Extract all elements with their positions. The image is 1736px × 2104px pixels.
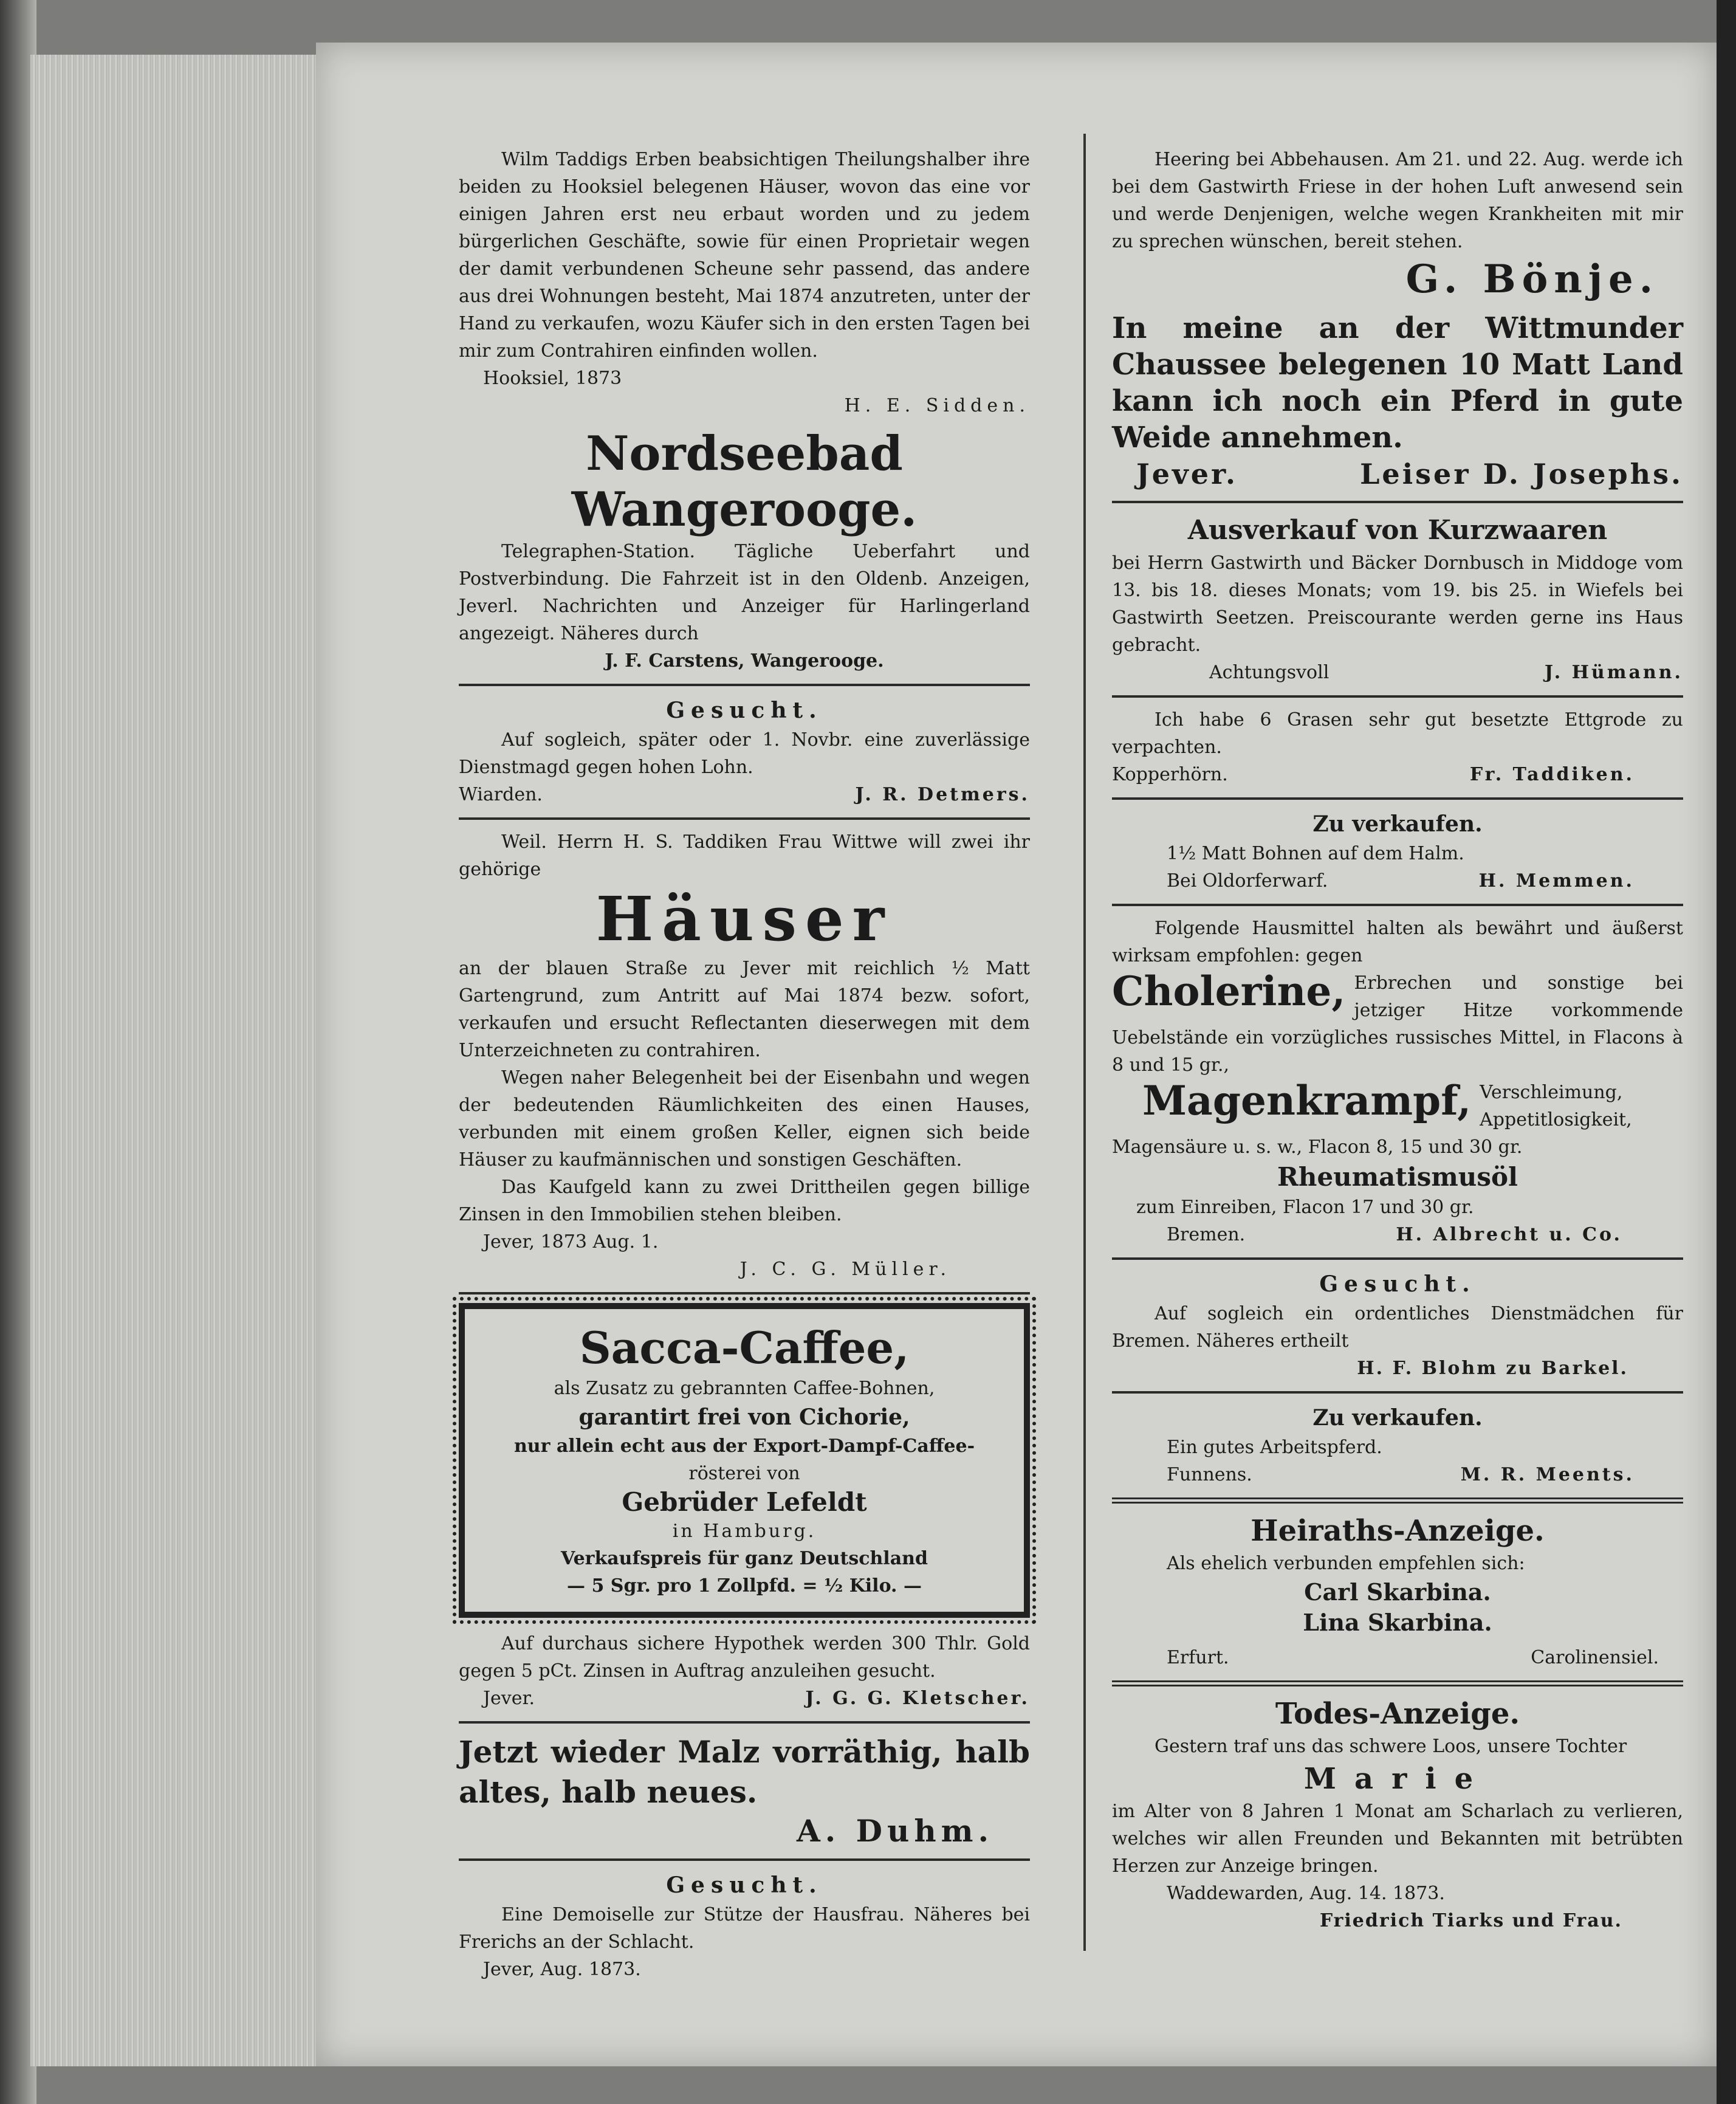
right-shadow [1717, 0, 1736, 2104]
ad-text: In meine an der Wittmunder Chaussee belegenen 10 Matt Land kann ich noch ein Pferd in gute Weide annehmen. [1112, 311, 1683, 455]
ad-place: Achtungsvoll [1209, 662, 1329, 683]
ad-signature: J. F. Carstens, Wangerooge. [605, 650, 884, 672]
ad-place: Jever. [483, 1688, 535, 1709]
ad-title: Sacca-Caffee, [579, 1322, 910, 1373]
ad-signature: Friedrich Tiarks und Frau. [1319, 1910, 1622, 1931]
ad-signature: J. C. G. Müller. [739, 1259, 951, 1280]
separator [1112, 904, 1683, 906]
ad-title: Todes-Anzeige. [1275, 1697, 1520, 1731]
ad-verkaufen-1 [1112, 808, 1683, 895]
right-column [1112, 146, 1683, 1941]
ad-place: Wiarden. [459, 784, 543, 805]
ad-intro: Gestern traf uns das schwere Loos, unsere Tochter [1154, 1736, 1627, 1757]
ad-line: Gebrüder Lefeldt [622, 1487, 867, 1517]
separator [459, 817, 1030, 820]
ad-kurzwaaren [1112, 512, 1683, 687]
ad-signature: J. R. Detmers. [855, 784, 1030, 805]
ad-text: Wegen naher Belegenheit bei der Eisenbahn und wegen der bedeutenden Räumlichkeiten des einen Hauses, verbunden mit einem großen Keller, eignen sich beide Häuser zu kaufmännischen und sonstigen Geschäften. [459, 1067, 1030, 1171]
ad-text: zum Einreiben, Flacon 17 und 30 gr. [1136, 1197, 1474, 1218]
ad-signature: G. Bönje. [1405, 256, 1659, 302]
ad-text: Telegraphen-Station. Tägliche Ueberfahrt und Postverbindung. Die Fahrzeit ist in den Oldenb. Anzeigen, Jeverl. Nachrichten und Anzeiger für Harlingerland angezeigt. Näheres durch [459, 541, 1030, 644]
ad-footer [1112, 867, 1683, 895]
ad-text: Ich habe 6 Grasen sehr gut besetzte Ettgrode zu verpachten. [1112, 709, 1683, 758]
separator [1112, 695, 1683, 698]
ad-title: Zu verkaufen. [1312, 1405, 1483, 1431]
ad-footer [1112, 1221, 1683, 1249]
ad-line: nur allein echt aus der Export-Dampf-Caffee- [513, 1435, 975, 1457]
ad-place: Bei Oldorferwarf. [1167, 870, 1328, 892]
ad-place: Jever, Aug. 1873. [483, 1959, 641, 1980]
ad-name: Carl Skarbina. [1304, 1578, 1491, 1606]
ad-text: Ein gutes Arbeitspferd. [1167, 1437, 1382, 1458]
ad-gesucht-2 [459, 1869, 1030, 1983]
ad-footer [1112, 1461, 1683, 1489]
ad-place: Funnens. [1167, 1464, 1252, 1485]
ad-text: 1½ Matt Bohnen auf dem Halm. [1167, 843, 1464, 864]
ad-signature: J. Hümann. [1544, 662, 1683, 683]
ad-heirath [1112, 1512, 1683, 1672]
ad-place: Erfurt. [1167, 1647, 1229, 1668]
ad-title: Gesucht. [1319, 1271, 1476, 1297]
separator [459, 684, 1030, 686]
ad-signature: Fr. Taddiken. [1469, 764, 1635, 785]
ad-product: Rheumatismusöl [1277, 1162, 1518, 1192]
separator [1112, 1497, 1683, 1504]
ad-place: Jever. [1136, 458, 1238, 490]
ad-footer [459, 1685, 1030, 1713]
ad-name: Lina Skarbina. [1303, 1609, 1492, 1636]
ad-text: Heering bei Abbehausen. Am 21. und 22. Aug. werde ich bei dem Gastwirth Friese in der hohen Luft anwesend sein und werde Denjenigen, welche wegen Krankheiten mit mir zu sprechen wünschen, bereit stehen. [1112, 149, 1683, 252]
separator [1112, 1391, 1683, 1394]
ad-title: Ausverkauf von Kurzwaaren [1187, 515, 1608, 546]
separator [459, 1858, 1030, 1861]
ad-place: Hooksiel, 1873 [483, 368, 622, 389]
ad-title: Gesucht. [666, 1872, 823, 1898]
ad-product: Magenkrampf, [1142, 1077, 1472, 1124]
ad-text: im Alter von 8 Jahren 1 Monat am Scharlach zu verlieren, welches wir allen Freunden und Bekannten mit betrübten Herzen zur Anzeige bringen. [1112, 1801, 1683, 1877]
ad-signature: H. Memmen. [1478, 870, 1635, 892]
ad-footer [1112, 1644, 1683, 1672]
ad-signature: A. Duhm. [797, 1813, 993, 1849]
ad-text: Verschleimung, Appetitlosigkeit, Magensäure u. s. w., Flacon 8, 15 und 30 gr. [1112, 1082, 1632, 1158]
separator [1112, 797, 1683, 800]
ad-text: Auf durchaus sichere Hypothek werden 300 Thlr. Gold gegen 5 pCt. Zinsen in Auftrag anzuleihen gesucht. [459, 1633, 1030, 1682]
ad-wangerooge [459, 426, 1030, 675]
ad-text: Jetzt wieder Malz vorräthig, halb altes, halb neues. [459, 1734, 1030, 1810]
ad-gesucht-1 [459, 695, 1030, 809]
ad-sacca-caffee [459, 1303, 1030, 1618]
ad-text: Erbrechen und sonstige bei jetziger Hitze vorkommende Uebelstände ein vorzügliches russisches Mittel, in Flacons à 8 und 15 gr., [1112, 972, 1683, 1076]
ad-signature: H. E. Sidden. [844, 395, 1030, 416]
ad-intro: Weil. Herrn H. S. Taddiken Frau Wittwe will zwei ihr gehörige [459, 831, 1030, 880]
ad-title: Häuser [595, 883, 893, 955]
ad-malz [459, 1732, 1030, 1850]
ad-intro: Als ehelich verbunden empfehlen sich: [1167, 1553, 1525, 1574]
ad-text: an der blauen Straße zu Jever mit reichlich ½ Matt Gartengrund, zum Antritt auf Mai 1874 bezw. sofort, verkaufen und ersucht Reflectanten dieserwegen mit dem Unterzeichneten zu contrahiren. [459, 958, 1030, 1061]
ad-taddigs [459, 146, 1030, 420]
ad-heering [1112, 146, 1683, 304]
ad-text: Auf sogleich, später oder 1. Novbr. eine zuverlässige Dienstmagd gegen hohen Lohn. [459, 729, 1030, 778]
ad-title: Nordseebad Wangerooge. [571, 426, 918, 537]
ad-place: Kopperhörn. [1112, 764, 1228, 785]
ad-text: Das Kaufgeld kann zu zwei Drittheilen gegen billige Zinsen in den Immobilien stehen bleiben. [459, 1177, 1030, 1225]
ad-footer [459, 781, 1030, 809]
separator [459, 1292, 1030, 1294]
ad-grasen [1112, 706, 1683, 789]
ad-title: Heiraths-Anzeige. [1251, 1514, 1545, 1548]
ad-product: Cholerine, [1112, 968, 1346, 1015]
ad-signature: H. F. Blohm zu Barkel. [1357, 1358, 1628, 1379]
ad-signature: Leiser D. Josephs. [1360, 458, 1683, 490]
separator [1112, 501, 1683, 503]
ad-line: in Hamburg. [672, 1521, 817, 1542]
ad-text: Auf sogleich ein ordentliches Dienstmädchen für Bremen. Näheres ertheilt [1112, 1303, 1683, 1352]
ad-gesucht-3 [1112, 1268, 1683, 1383]
ad-line: als Zusatz zu gebrannten Caffee-Bohnen, [554, 1378, 935, 1399]
ad-line: — 5 Sgr. pro 1 Zollpfd. = ½ Kilo. — [567, 1575, 922, 1597]
ad-signature: M. R. Meents. [1460, 1464, 1635, 1485]
ad-title: Gesucht. [666, 698, 823, 723]
ad-hausmittel [1112, 915, 1683, 1249]
ad-verkaufen-2 [1112, 1402, 1683, 1489]
ad-footer [1112, 456, 1683, 492]
page-edges [30, 55, 337, 2066]
ad-text: bei Herrn Gastwirth und Bäcker Dornbusch in Middoge vom 13. bis 18. dieses Monats; vom 19. bis 25. in Wiefels bei Gastwirth Seetzen. Preiscourante werden gerne ins Haus gebracht. [1112, 552, 1683, 656]
ad-signature: H. Albrecht u. Co. [1396, 1224, 1622, 1245]
ad-place: Waddewarden, Aug. 14. 1873. [1167, 1883, 1445, 1904]
separator [1112, 1680, 1683, 1686]
ad-place: Bremen. [1167, 1224, 1246, 1245]
ad-line: rösterei von [688, 1463, 800, 1484]
ad-footer [1112, 659, 1683, 687]
ad-text: Eine Demoiselle zur Stütze der Hausfrau. Näheres bei Frerichs an der Schlacht. [459, 1904, 1030, 1953]
ad-hypothek [459, 1630, 1030, 1713]
ad-place: Carolinensiel. [1531, 1647, 1659, 1668]
ad-weide [1112, 310, 1683, 492]
ad-footer [1112, 761, 1683, 789]
ad-name: Marie [1303, 1762, 1492, 1796]
ad-line: garantirt frei von Cichorie, [578, 1404, 910, 1430]
separator [459, 1721, 1030, 1724]
ad-place: Jever, 1873 Aug. 1. [483, 1231, 659, 1253]
ad-title: Zu verkaufen. [1312, 811, 1483, 837]
column-divider [1083, 134, 1086, 1951]
ad-line: Verkaufspreis für ganz Deutschland [561, 1548, 928, 1569]
separator [1112, 1257, 1683, 1260]
ad-text: Wilm Taddigs Erben beabsichtigen Theilungshalber ihre beiden zu Hooksiel belegenen Häuser, wovon das eine vor einigen Jahren erst neu erbaut worden und zu jedem bürgerlichen Geschäfte, sowie für einen Proprietair wegen der damit verbundenen Scheune sehr passend, das andere aus drei Wohnungen besteht, Mai 1874 anzutreten, unter der Hand zu verkaufen, wozu Käufer sich in den ersten Tagen bei mir zum Contrahiren einfinden wollen. [459, 149, 1030, 362]
ad-todes [1112, 1695, 1683, 1935]
ad-intro: Folgende Hausmittel halten als bewährt und äußerst wirksam empfohlen: gegen [1112, 918, 1683, 966]
ad-haeuser [459, 828, 1030, 1284]
ad-signature: J. G. G. Kletscher. [805, 1688, 1030, 1709]
left-column [459, 146, 1030, 1989]
